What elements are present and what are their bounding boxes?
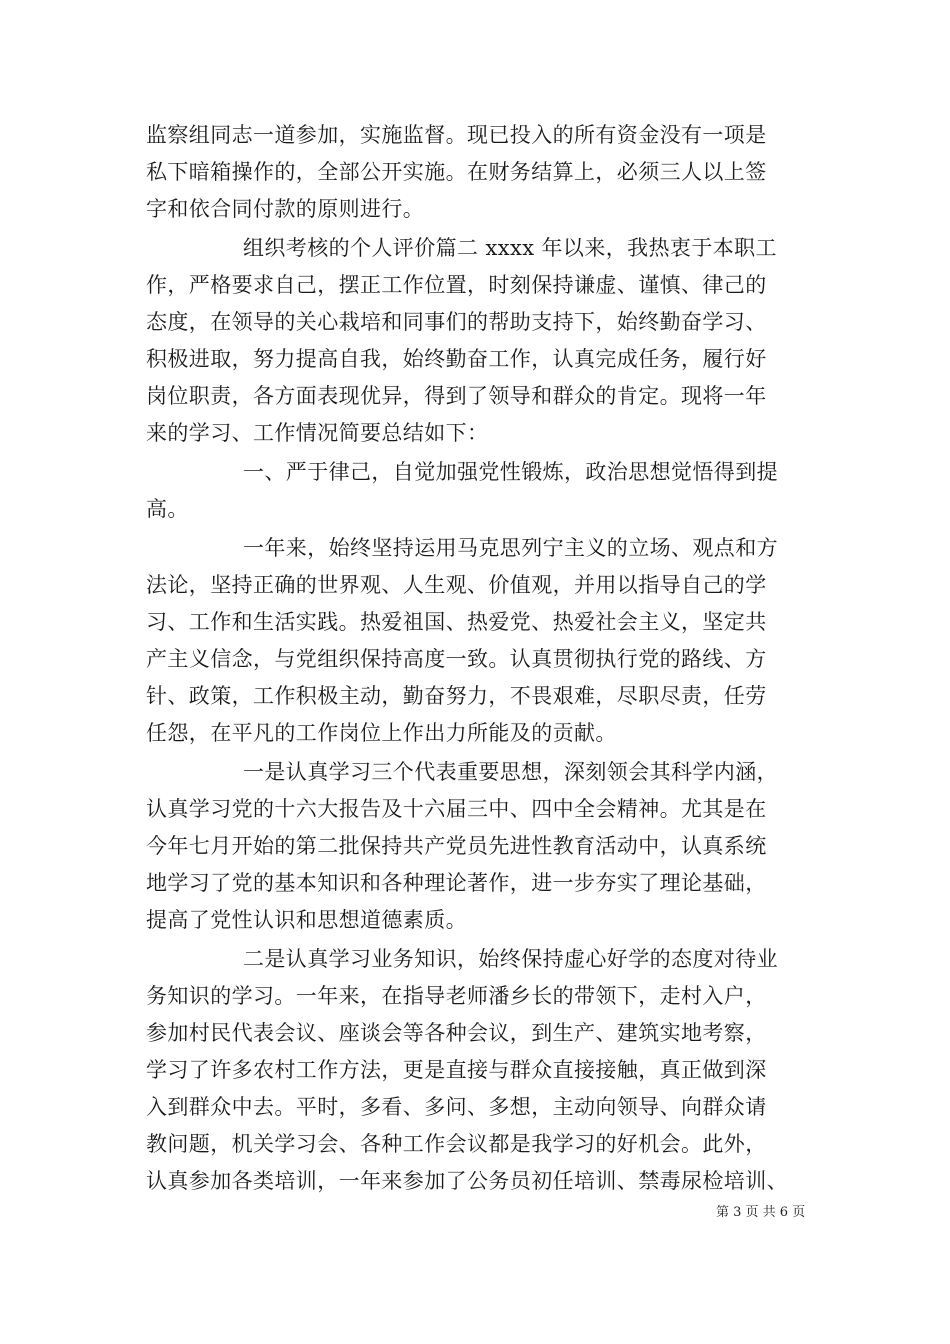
text-line: 参加村民代表会议、座谈会等各种会议，到生产、建筑实地考察， <box>146 1021 767 1045</box>
text-line: 认真学习党的十六大报告及十六届三中、四中全会精神。尤其是在 <box>146 797 767 821</box>
text-line: 习、工作和生活实践。热爱祖国、热爱党、热爱社会主义，坚定共 <box>146 610 767 634</box>
text-line: 私下暗箱操作的，全部公开实施。在财务结算上，必须三人以上签 <box>146 160 767 184</box>
text-line: 产主义信念，与党组织保持高度一致。认真贯彻执行党的路线、方 <box>146 647 767 671</box>
text-line: 今年七月开始的第二批保持共产党员先进性教育活动中，认真系统 <box>146 834 767 858</box>
text-line: 态度，在领导的关心栽培和同事们的帮助支持下，始终勤奋学习、 <box>146 310 767 334</box>
text-line: 地学习了党的基本知识和各种理论著作，进一步夯实了理论基础， <box>146 871 767 895</box>
text-line: 高。 <box>146 497 189 521</box>
text-line: 法论，坚持正确的世界观、人生观、价值观，并用以指导自己的学 <box>146 573 767 597</box>
text-line: 入到群众中去。平时，多看、多问、多想，主动向领导、向群众请 <box>146 1095 767 1119</box>
text-line: 一年来，始终坚持运用马克思列宁主义的立场、观点和方 <box>243 536 778 560</box>
text-line: 任怨，在平凡的工作岗位上作出力所能及的贡献。 <box>146 721 617 745</box>
text-line: 提高了党性认识和思想道德素质。 <box>146 908 467 932</box>
text-line: 来的学习、工作情况简要总结如下： <box>146 421 489 445</box>
page-number-footer: 第 3 页 共 6 页 <box>716 1205 806 1220</box>
text-line: 组织考核的个人评价篇二 xxxx 年以来，我热衷于本职工 <box>243 236 777 260</box>
text-line: 积极进取，努力提高自我，始终勤奋工作，认真完成任务，履行好 <box>146 347 767 371</box>
text-line: 监察组同志一道参加，实施监督。现已投入的所有资金没有一项是 <box>146 123 767 147</box>
text-line: 教问题，机关学习会、各种工作会议都是我学习的好机会。此外， <box>146 1132 767 1156</box>
text-line: 一是认真学习三个代表重要思想，深刻领会其科学内涵， <box>243 760 778 784</box>
text-line: 务知识的学习。一年来，在指导老师潘乡长的带领下，走村入户， <box>146 984 767 1008</box>
text-line: 岗位职责，各方面表现优异，得到了领导和群众的肯定。现将一年 <box>146 384 767 408</box>
text-line: 字和依合同付款的原则进行。 <box>146 197 425 221</box>
text-line: 学习了许多农村工作方法，更是直接与群众直接接触，真正做到深 <box>146 1058 767 1082</box>
text-line: 针、政策，工作积极主动，勤奋努力，不畏艰难，尽职尽责，任劳 <box>146 684 767 708</box>
text-line: 认真参加各类培训，一年来参加了公务员初任培训、禁毒尿检培训、 <box>146 1169 788 1193</box>
text-line: 一、严于律己，自觉加强党性锻炼，政治思想觉悟得到提 <box>243 460 778 484</box>
text-line: 二是认真学习业务知识，始终保持虚心好学的态度对待业 <box>243 947 778 971</box>
text-line: 作，严格要求自己，摆正工作位置，时刻保持谦虚、谨慎、律己的 <box>146 273 767 297</box>
